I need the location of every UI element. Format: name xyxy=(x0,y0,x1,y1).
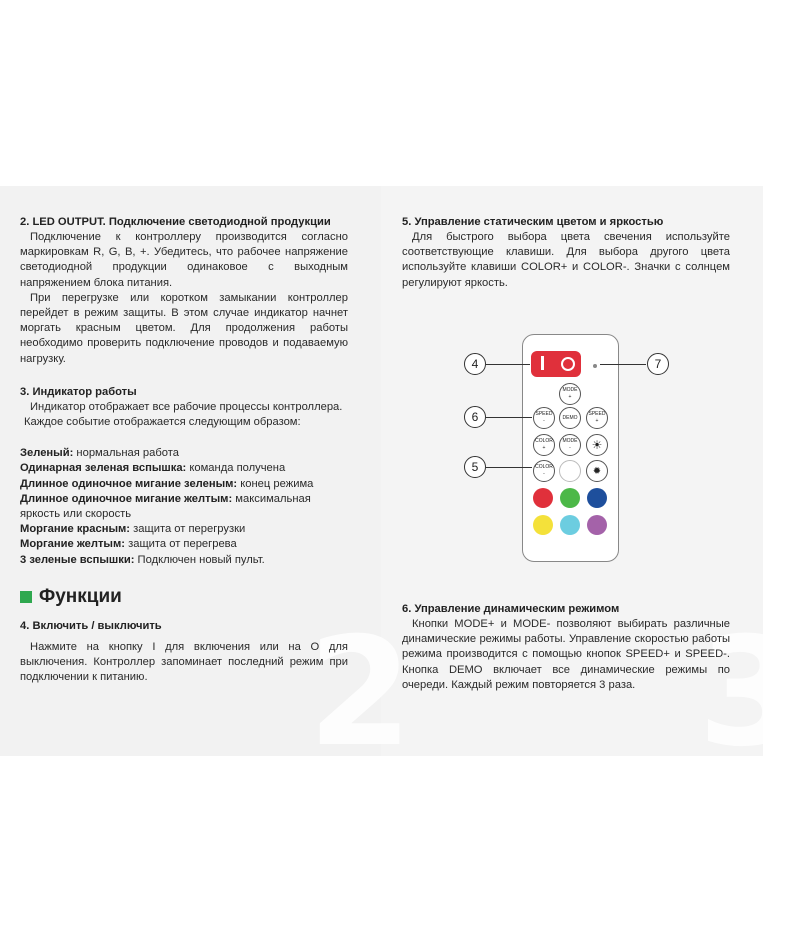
cyan-color-button xyxy=(560,515,580,535)
mode-plus-button: MODE + xyxy=(559,383,581,405)
blue-color-button xyxy=(587,488,607,508)
mode-minus-button: MODE - xyxy=(559,434,581,456)
purple-color-button xyxy=(587,515,607,535)
section-2-paragraph-1: Подключение к контроллеру производится согласно маркировкам R, G, B, +. Убедитесь, что рабочее напряжение светодиодной продукции одинаковое с выходным напряжением блока питания. xyxy=(20,231,348,289)
demo-button: DEMO xyxy=(559,407,581,429)
indicator-state-item: Зеленый: нормальная работа xyxy=(20,447,179,460)
callout-6: 6 xyxy=(464,406,486,428)
color-plus-button: COLOR + xyxy=(533,434,555,456)
section-3-paragraph-1: Индикатор отображает все рабочие процессы контроллера. xyxy=(30,400,343,413)
green-square-icon xyxy=(20,591,32,603)
remote-control-illustration xyxy=(462,332,682,562)
power-button xyxy=(531,351,581,377)
right-column xyxy=(402,215,730,291)
brightness-down-sun-icon: ✹ xyxy=(586,460,608,482)
section-4 xyxy=(20,619,348,686)
indicator-state-item: Длинное одиночное мигание зеленым: конец режима xyxy=(20,477,314,490)
functions-title-text: Функции xyxy=(39,586,122,607)
speed-plus-button: SPEED + xyxy=(586,407,608,429)
section-6-heading: 6. Управление динамическим режимом xyxy=(402,603,620,615)
callout-6-line xyxy=(486,417,532,418)
section-4-paragraph: Нажмите на кнопку I для включения или на O для выключения. Контроллер запоминает последний режим при подключении к питанию. xyxy=(20,641,348,684)
section-5-heading: 5. Управление статическим цветом и яркостью xyxy=(402,216,664,228)
section-6 xyxy=(402,602,730,693)
brightness-up-sun-icon: ☀ xyxy=(586,434,608,456)
callout-4: 4 xyxy=(464,353,486,375)
section-2-heading: 2. LED OUTPUT. Подключение светодиодной продукции xyxy=(20,216,331,228)
indicator-state-item: Одинарная зеленая вспышка: команда получена xyxy=(20,462,286,475)
section-4-heading: 4. Включить / выключить xyxy=(20,620,162,632)
color-minus-button: COLOR - xyxy=(533,460,555,482)
indicator-state-item: 3 зеленые вспышки: Подключен новый пульт. xyxy=(20,553,265,566)
section-5-paragraph: Для быстрого выбора цвета свечения используйте соответствующие клавиши. Для выбора другого цвета используйте клавиши COLOR+ и COLOR-. Значки с солнцем регулируют яркость. xyxy=(402,231,730,289)
indicator-state-item: Длинное одиночное мигание желтым: максимальная яркость или скорость xyxy=(20,492,311,521)
power-on-icon xyxy=(541,356,544,370)
red-color-button xyxy=(533,488,553,508)
indicator-state-item: Моргание красным: защита от перегрузки xyxy=(20,523,246,536)
left-column xyxy=(20,215,348,568)
green-color-button xyxy=(560,488,580,508)
callout-5-line xyxy=(486,467,532,468)
callout-5: 5 xyxy=(464,456,486,478)
functions-title xyxy=(20,586,122,608)
remote-body xyxy=(522,334,619,562)
page-number-3: 3 xyxy=(698,606,802,780)
indicator-state-item: Моргание желтым: защита от перегрева xyxy=(20,538,237,551)
section-6-paragraph: Кнопки MODE+ и MODE- позволяют выбирать различные динамические режимы работы. Управление скоростью работы режима производится с помощью кнопок SPEED+ и SPEED-. Кнопка DEMO включает все динамические режимы по очереди. Каждый режим повторяется 3 раза. xyxy=(402,618,730,691)
section-3-paragraph-2: Каждое событие отображается следующим образом: xyxy=(24,416,301,429)
indicator-states-list xyxy=(20,446,348,568)
callout-7-line xyxy=(600,364,646,365)
speed-minus-button: SPEED - xyxy=(533,407,555,429)
callout-7: 7 xyxy=(647,353,669,375)
indicator-led xyxy=(593,364,597,368)
callout-4-line xyxy=(486,364,530,365)
power-off-icon xyxy=(561,357,575,371)
section-3-heading: 3. Индикатор работы xyxy=(20,385,137,398)
white-color-button xyxy=(559,460,581,482)
page-number-2: 2 xyxy=(308,606,413,780)
yellow-color-button xyxy=(533,515,553,535)
section-2-paragraph-2: При перегрузке или коротком замыкании контроллер перейдет в режим защиты. В этом случае индикатор начнет моргать красным цветом. Для продолжения работы необходимо проверить подключение проводов и подаваемую нагрузку. xyxy=(20,291,348,365)
